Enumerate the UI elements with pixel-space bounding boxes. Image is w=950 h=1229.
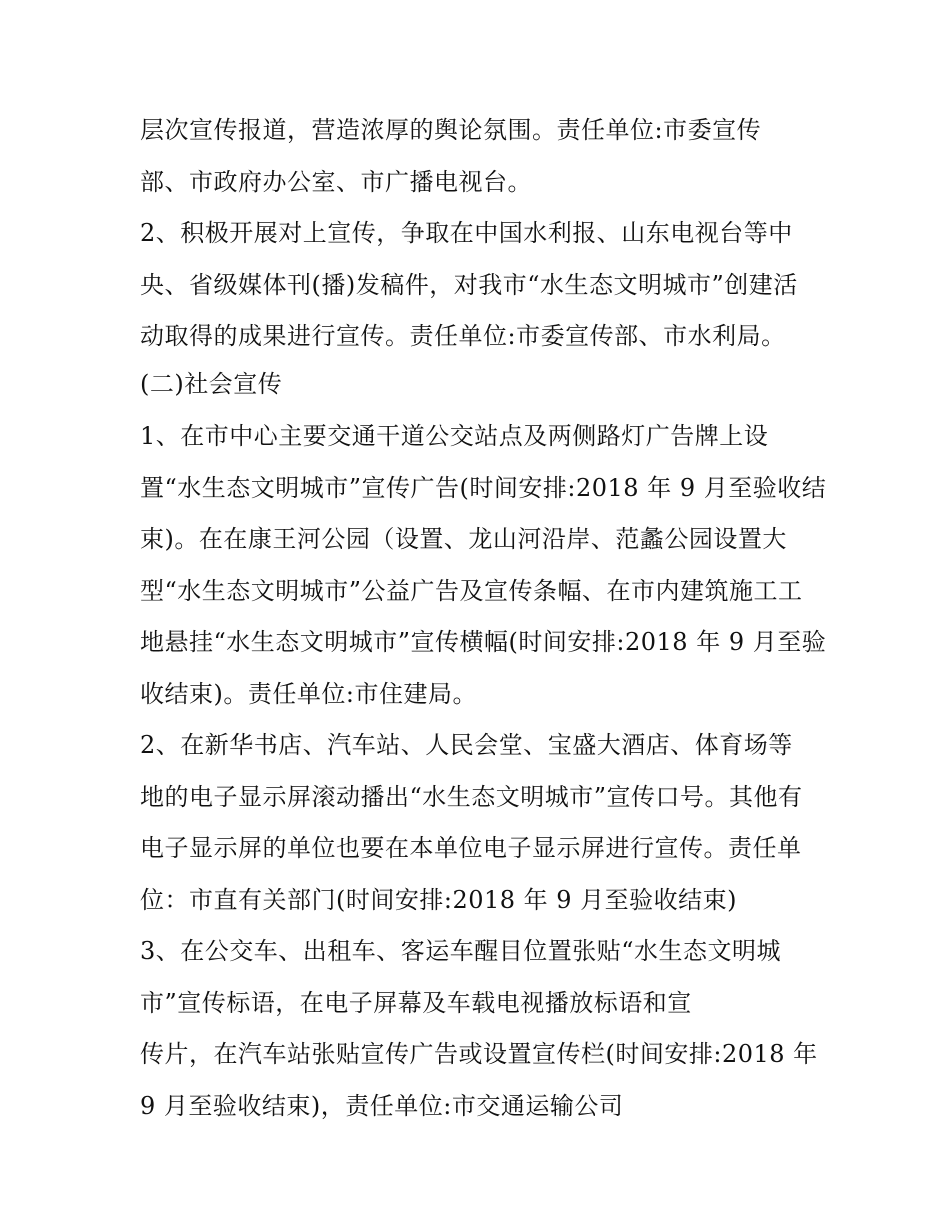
text-line: 电子显示屏的单位也要在本单位电子显示屏进行宣传。责任单 — [140, 834, 802, 862]
text-line: 收结束)。责任单位:市住建局。 — [140, 680, 477, 708]
text-line: 位：市直有关部门(时间安排:2018 年 9 月至验收结束) — [140, 886, 738, 914]
text-line: 2、积极开展对上宣传，争取在中国水利报、山东电视台等中 — [140, 219, 793, 247]
text-line: 置“水生态文明城市”宣传广告(时间安排:2018 年 9 月至验收结 — [140, 474, 827, 502]
text-line: 部、市政府办公室、市广播电视台。 — [140, 168, 532, 196]
text-line: 传片，在汽车站张贴宣传广告或设置宣传栏(时间安排:2018 年 — [140, 1040, 818, 1068]
text-line: 央、省级媒体刊(播)发稿件，对我市“水生态文明城市”创建活 — [140, 271, 798, 299]
text-line: 2、在新华书店、汽车站、人民会堂、宝盛大酒店、体育场等 — [140, 731, 793, 759]
text-line: 动取得的成果进行宣传。责任单位:市委宣传部、市水利局。 — [140, 322, 786, 350]
text-line: 3、在公交车、出租车、客运车醒目位置张贴“水生态文明城 — [140, 937, 782, 965]
text-line: 1、在市中心主要交通干道公交站点及两侧路灯广告牌上设 — [140, 422, 769, 450]
text-line: 层次宣传报道，营造浓厚的舆论氛围。责任单位:市委宣传 — [140, 116, 762, 144]
text-line: 地的电子显示屏滚动播出“水生态文明城市”宣传口号。其他有 — [140, 783, 803, 811]
text-line: 型“水生态文明城市”公益广告及宣传条幅、在市内建筑施工工 — [140, 577, 803, 605]
text-line: 束)。在在康王河公园（设置、龙山河沿岸、范蠡公园设置大 — [140, 525, 787, 553]
text-line: 地悬挂“水生态文明城市”宣传横幅(时间安排:2018 年 9 月至验 — [140, 628, 827, 656]
text-line: 市”宣传标语，在电子屏幕及车载电视播放标语和宣 — [140, 989, 692, 1017]
section-heading: (二)社会宣传 — [140, 370, 283, 398]
text-line: 9 月至验收结束)，责任单位:市交通运输公司 — [140, 1092, 624, 1120]
